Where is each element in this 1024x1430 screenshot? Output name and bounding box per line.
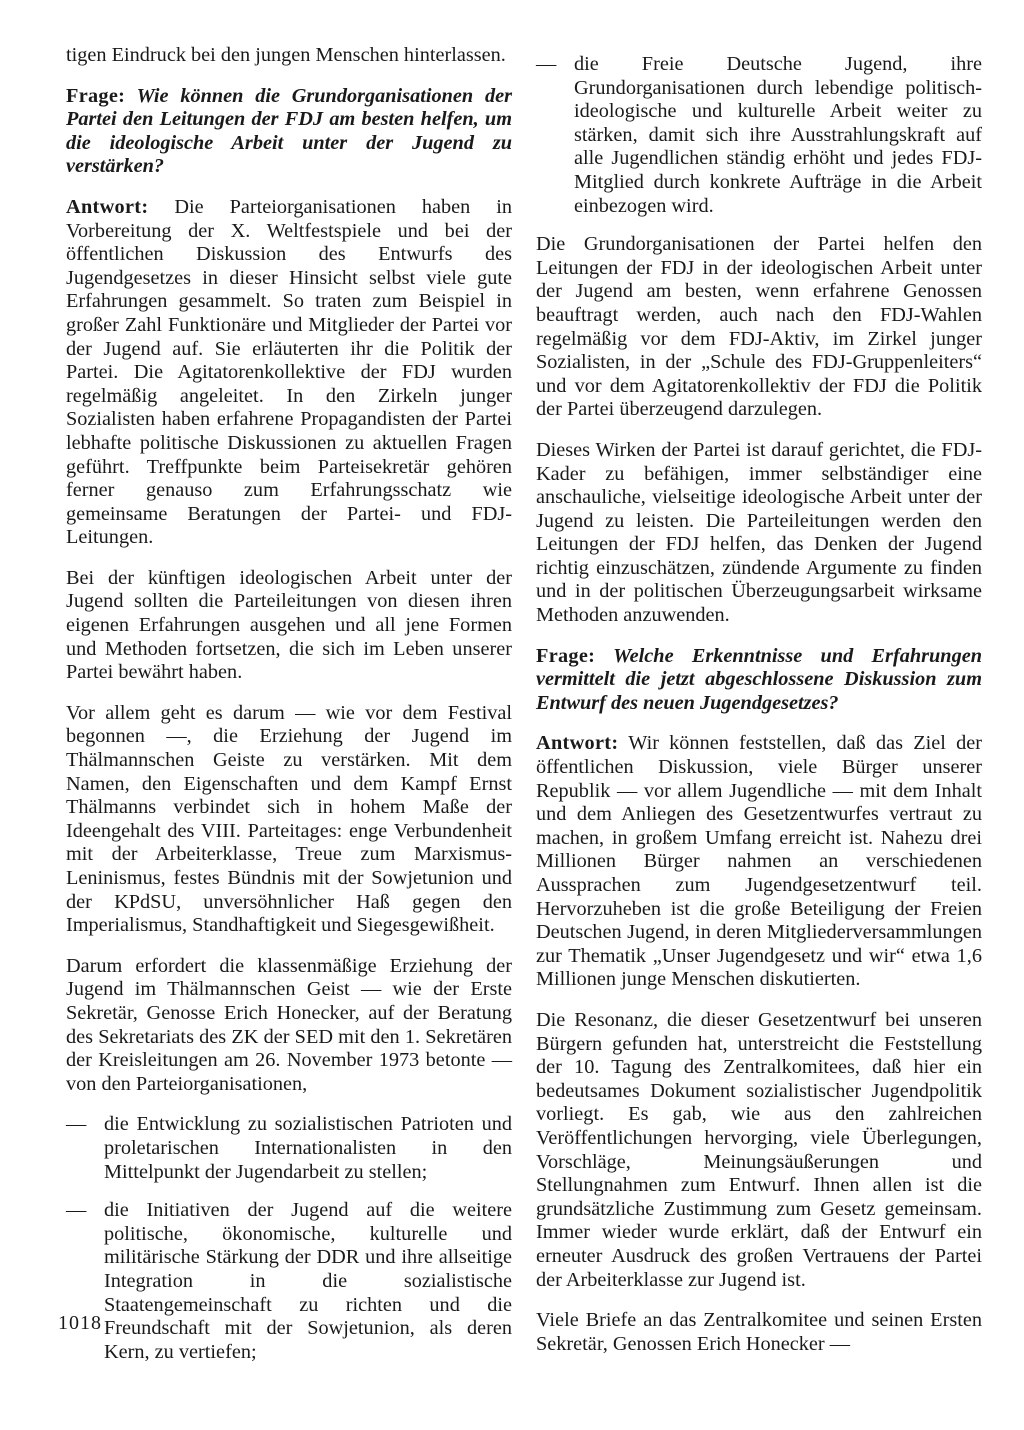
dash-marker: — [66,1113,87,1136]
dash-marker: — [66,1199,87,1222]
paragraph: Bei der künftigen ideologischen Arbeit unter der Jugend sollten die Parteileitungen von diesen ihren eigenen Erfahrungen ausgehen und all jene Formen und Methoden fortsetzen, die sich im Leben unserer Partei bewährt haben. [66,566,512,684]
answer-label: Antwort: [536,732,619,755]
right-column [536,53,982,1373]
paragraph: Vor allem geht es darum — wie vor dem Festival begonnen —, die Erziehung der Jugend im Thälmannschen Geiste zu verstärken. Mit dem Namen, den Eigenschaften und dem Kampf Ernst Thälmanns verbindet sich in hohem Maße der Ideengehalt des VIII. Parteitages: enge Verbundenheit mit der Arbeiterklasse, Treue zum Marxismus-Leninismus, festes Bündnis mit der Sowjetunion und der KPdSU, unversöhnlicher Haß gegen den Imperialismus, Standhaftigkeit und Siegesgewißheit. [66,701,512,937]
answer-text: Die Parteiorganisationen haben in Vorbereitung der X. Weltfestspiele und bei der öffentlichen Diskussion des Entwurfs des Jugendgesetzes in dieser Hinsicht selbst viele gute Erfahrungen gesammelt. So traten zum Beispiel in großer Zahl Funktionäre und Mitglieder der Partei vor der Jugend auf. Sie erläuterten ihr die Politik der Partei. Die Agitatorenkollektive der FDJ wurden regelmäßig angeleitet. In den Zirkeln junger Sozialisten haben erfahrene Propagandisten der Partei lebhafte politische Diskussionen zu aktuellen Fragen geführt. Treffpunkte beim Parteisekretär gehören ferner genauso zum Erfahrungsschatz wie gemeinsame Beratungen der Partei- und FDJ-Leitungen. [66,195,512,549]
question-text: Wie können die Grundorganisationen der Partei den Leitungen der FDJ am besten helfen, um die ideologische Arbeit unter der Jugend zu verstärken? [66,84,512,178]
question-1 [66,85,512,179]
list-item [66,1199,512,1364]
dash-list [536,53,982,218]
paragraph: Viele Briefe an das Zentralkomitee und seinen Ersten Sekretär, Genossen Erich Honecker — [536,1309,982,1355]
list-item-text: die Freie Deutsche Jugend, ihre Grundorganisationen durch lebendige politisch-ideologische und kulturelle Arbeit weiter zu stärken, damit sich ihre Ausstrahlungskraft auf alle Jugendlichen ständig erhöht und jedes FDJ-Mitglied durch konkrete Aufträge in die Arbeit einbezogen wird. [574,53,982,217]
list-item [66,1113,512,1184]
question-label: Frage: [66,84,126,107]
answer-label: Antwort: [66,195,149,218]
answer-text: Wir können feststellen, daß das Ziel der öffentlichen Diskussion, viele Bürger unserer Republik — vor allem Jugendliche — mit dem Inhalt und dem Anliegen des Gesetzentwurfes vertraut zu machen, in großem Umfang erreicht ist. Nahezu drei Millionen Bürger nahmen an verschiedenen Aussprachen zum Jugendgesetzentwurf teil. Hervorzuheben ist die große Beteiligung der Freien Deutschen Jugend, in deren Mitgliederversammlungen zur Thematik „Unser Jugendgesetz und wir“ etwa 1,6 Millionen junge Menschen diskutierten. [536,732,982,991]
paragraph: Die Resonanz, die dieser Gesetzentwurf bei unseren Bürgern gefunden hat, unterstreicht die Feststellung der 10. Tagung des Zentralkomitees, daß hier ein bedeutsames Dokument sozialistischer Jugendpolitik vorliegt. Es gab, wie aus den zahlreichen Veröffentlichungen hervorging, viele Überlegungen, Vorschläge, Meinungsäußerungen und Stellungnahmen zum Entwurf. Ihnen allen ist die grundsätzliche Zustimmung zum Gesetz gemeinsam. Immer wieder wurde erklärt, daß der Entwurf ein erneuter Ausdruck des großen Vertrauens der Partei der Arbeiterklasse zur Jugend ist. [536,1008,982,1291]
question-2 [536,645,982,716]
list-item [536,53,982,218]
list-item-text: die Entwicklung zu sozialistischen Patrioten und proletarischen Internationalisten in den Mittelpunkt der Jugendarbeit zu stellen; [104,1113,512,1183]
answer-2 [536,732,982,992]
dash-marker: — [536,53,557,75]
left-column [66,44,512,1379]
page-number: 1018 [58,1312,102,1334]
paragraph: Die Grundorganisationen der Partei helfen den Leitungen der FDJ in der ideologischen Arbeit unter der Jugend am besten, wenn erfahrene Genossen beauftragt werden, auch nach den FDJ-Wahlen regelmäßig vor dem FDJ-Aktiv, im Zirkel junger Sozialisten, in der „Schule des FDJ-Gruppenleiters“ und vor dem Agitatorenkollektiv der FDJ die Politik der Partei überzeugend darzulegen. [536,233,982,421]
paragraph: Darum erfordert die klassenmäßige Erziehung der Jugend im Thälmannschen Geist — wie der Erste Sekretär, Genosse Erich Honecker, auf der Beratung des Sekretariats des ZK der SED mit den 1. Sekretären der Kreisleitungen am 26. November 1973 betonte — von den Parteiorganisationen, [66,954,512,1095]
question-label: Frage: [536,644,596,667]
paragraph-continuation: tigen Eindruck bei den jungen Menschen hinterlassen. [66,44,506,66]
answer-1 [66,196,512,550]
question-text: Welche Erkenntnisse und Erfahrungen vermittelt die jetzt abgeschlossene Diskussion zum Entwurf des neuen Jugendgesetzes? [536,644,982,714]
paragraph: Dieses Wirken der Partei ist darauf gerichtet, die FDJ-Kader zu befähigen, immer selbständiger eine anschauliche, vielseitige ideologische Arbeit unter der Jugend zu leisten. Die Parteileitungen werden den Leitungen der FDJ helfen, das Denken der Jugend richtig einzuschätzen, zündende Argumente zu finden und in der politischen Überzeugungsarbeit wirksame Methoden anzuwenden. [536,438,982,627]
list-item-text: die Initiativen der Jugend auf die weitere politische, ökonomische, kulturelle und militärische Stärkung der DDR und ihre allseitige Integration in die sozialistische Staatengemeinschaft zu richten und die Freundschaft mit der Sowjetunion, als deren Kern, zu vertiefen; [104,1199,512,1363]
dash-list [66,1113,512,1364]
